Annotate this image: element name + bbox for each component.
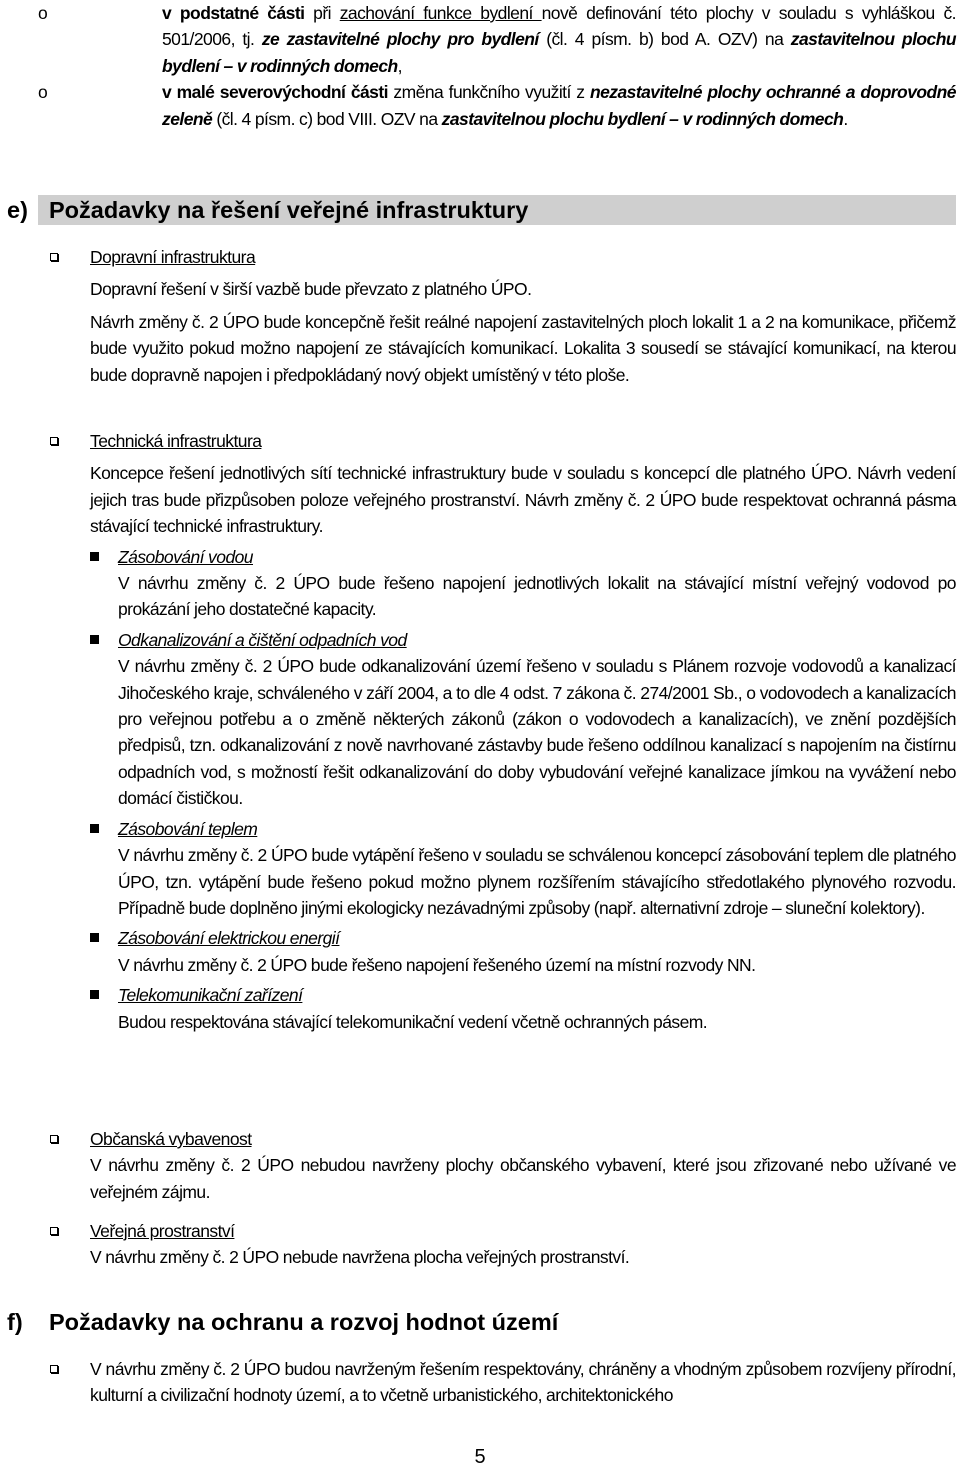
- paragraph: Koncepce řešení jednotlivých sítí technické infrastruktury bude v souladu s koncepcí dle platného ÚPO. Návrh vedení jejich tras bude přizpůsoben poloze veřejného prostranství. Návrh změny č. 2 ÚPO bude respektovat ochranná pásma stávající technické infrastruktury.: [90, 463, 956, 537]
- subitem-title: Zásobování teplem: [118, 818, 258, 839]
- section-title: Požadavky na řešení veřejné infrastruktury: [38, 195, 956, 225]
- page-number: 5: [474, 1446, 486, 1468]
- section-letter: f): [7, 1309, 23, 1335]
- checkbox-bullet-icon: [50, 437, 58, 445]
- technical-infrastructure-section: [50, 428, 956, 1035]
- paragraph: V návrhu změny č. 2 ÚPO budou navrženým řešením respektovány, chráněny a vhodným způsobem rozvíjeny přírodní, kulturní a civilizační hodnoty území, a to včetně urbanistického, architektonického: [90, 1359, 956, 1406]
- circle-bullet-icon: o: [38, 82, 48, 103]
- subitem-title: Zásobování vodou: [118, 546, 253, 567]
- list-item: [90, 627, 956, 812]
- subsection-title: Dopravní infrastruktura: [90, 247, 256, 267]
- paragraph: V návrhu změny č. 2 ÚPO nebudou navrženy plochy občanského vybavení, které jsou zřizované nebo užívané ve veřejném zájmu.: [90, 1155, 956, 1202]
- square-bullet-icon: [90, 635, 99, 644]
- subitem-text: V návrhu změny č. 2 ÚPO bude řešeno napojení jednotlivých lokalit na stávající místní veřejný vodovod po prokázání jeho dostatečné kapacity.: [118, 573, 956, 620]
- checkbox-bullet-icon: [50, 1227, 58, 1235]
- section-heading-f: [0, 1307, 960, 1337]
- civic-amenities-section: [50, 1126, 956, 1205]
- subitem-text: V návrhu změny č. 2 ÚPO bude odkanalizování území řešeno v souladu s Plánem rozvoje vodovodů a kanalizací Jihočeského kraje, schváleného v září 2004, a to dle 4 odst. 7 zákona č. 274/2001 Sb., o vodovodech a kanalizacích pro veřejnou potřebu a o změně některých zákonů (zákon o vodovodech a kanalizacích), ve znění pozdějších předpisů, tzn. odkanalizování z nově navrhované zástavby bude řešeno oddílnou kanalizací s napojením na čistírnu odpadních vod, s možností řešit odkanalizování do doby vybudování veřejné kanalizace jímkou na vyvážení nebo domácí čističkou.: [118, 656, 956, 809]
- square-bullet-icon: [90, 824, 99, 833]
- list-item: [90, 816, 956, 922]
- section-heading-e: [0, 195, 960, 225]
- list-item: [90, 544, 956, 623]
- circle-bullet-icon: o: [38, 3, 48, 23]
- public-spaces-section: [50, 1218, 956, 1271]
- subitem-title: Odkanalizování a čištění odpadních vod: [118, 629, 407, 650]
- subitem-text: V návrhu změny č. 2 ÚPO bude vytápění řešeno v souladu se schválenou koncepcí zásobování teplem dle platného ÚPO, tzn. vytápění bude řešeno pokud možno plynem rozšířením stávajícího středotlakého plynového rozvodu. Případně bude doplněno jinými ekologicky nezávadnými způsoby (např. alternativní zdroje – sluneční kolektory).: [118, 845, 956, 918]
- section-title: Požadavky na ochranu a rozvoj hodnot území: [49, 1309, 559, 1335]
- list-item: [38, 0, 956, 79]
- plan-change-list: [38, 0, 956, 132]
- list-item: [90, 925, 956, 978]
- subsection-title: Technická infrastruktura: [90, 431, 262, 451]
- transport-infrastructure-section: [50, 244, 956, 388]
- list-item-text: v malé severovýchodní části změna funkčního využití z nezastavitelné plochy ochranné a doprovodné zeleně (čl. 4 písm. c) bod VIII. OZV na zastavitelnou plochu bydlení – v rodinných domech.: [162, 82, 956, 129]
- paragraph: Dopravní řešení v širší vazbě bude převzato z platného ÚPO.: [90, 279, 532, 300]
- paragraph: V návrhu změny č. 2 ÚPO nebude navržena plocha veřejných prostranství.: [90, 1247, 630, 1268]
- list-item-text: v podstatné části při zachování funkce bydlení nově definování této plochy v souladu s vyhláškou č. 501/2006, tj. ze zastavitelné plochy pro bydlení (čl. 4 písm. b) bod A. OZV) na zastavitelnou plochu bydlení – v rodinných domech,: [162, 3, 956, 76]
- subsection-title: Občanská vybavenost: [90, 1129, 252, 1149]
- values-protection-section: [50, 1356, 956, 1409]
- subitem-text: Budou respektována stávající telekomunikační vedení včetně ochranných pásem.: [118, 1011, 708, 1032]
- list-item: [90, 982, 956, 1035]
- subitem-text: V návrhu změny č. 2 ÚPO bude řešeno napojení řešeného území na místní rozvody NN.: [118, 954, 756, 975]
- list-item: [38, 79, 956, 132]
- subsection-title: Veřejná prostranství: [90, 1221, 235, 1241]
- subitem-title: Zásobování elektrickou energií: [118, 928, 340, 949]
- section-letter: e): [7, 197, 28, 223]
- square-bullet-icon: [90, 990, 99, 999]
- checkbox-bullet-icon: [50, 1135, 58, 1143]
- checkbox-bullet-icon: [50, 1365, 58, 1373]
- square-bullet-icon: [90, 933, 99, 942]
- paragraph: Návrh změny č. 2 ÚPO bude koncepčně řešit reálné napojení zastavitelných ploch lokalit 1 a 2 na komunikace, přičemž bude využito pokud možno napojení ze stávajících komunikací. Lokalita 3 sousedí se stávající komunikací, na kterou bude dopravně napojen i předpokládaný nový objekt umístěný v této ploše.: [90, 311, 956, 385]
- subitem-title: Telekomunikační zařízení: [118, 985, 303, 1006]
- square-bullet-icon: [90, 552, 99, 561]
- checkbox-bullet-icon: [50, 253, 58, 261]
